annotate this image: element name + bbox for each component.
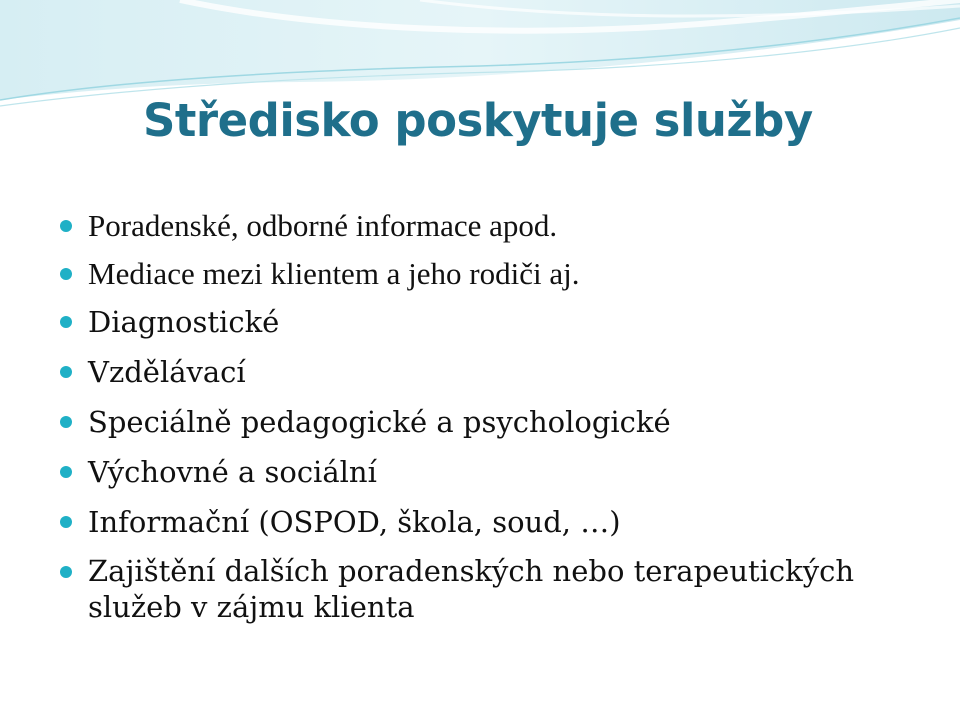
list-item-text: Vzdělávací [88, 355, 246, 389]
list-item-text: Mediace mezi klientem a jeho rodiči aj. [88, 256, 580, 291]
slide-title: Středisko poskytuje služby [143, 94, 813, 147]
bullet-list [60, 207, 930, 637]
list-item [60, 553, 930, 625]
list-item-text: Zajištění dalších poradenských nebo terapeutických služeb v zájmu klienta [88, 554, 855, 624]
list-item-text: Diagnostické [88, 305, 280, 339]
list-item [60, 403, 930, 441]
bullet-icon [60, 220, 72, 232]
bullet-icon [60, 416, 72, 428]
list-item-text: Informační (OSPOD, škola, soud, …) [88, 505, 621, 539]
list-item [60, 207, 930, 245]
bullet-icon [60, 466, 72, 478]
list-item [60, 503, 930, 541]
bullet-icon [60, 316, 72, 328]
list-item [60, 353, 930, 391]
list-item-text: Výchovné a sociální [88, 455, 377, 489]
list-item [60, 255, 930, 293]
list-item [60, 453, 930, 491]
bullet-icon [60, 516, 72, 528]
list-item [60, 303, 930, 341]
list-item-text: Poradenské, odborné informace apod. [88, 208, 558, 243]
bullet-icon [60, 268, 72, 280]
bullet-icon [60, 566, 72, 578]
list-item-text: Speciálně pedagogické a psychologické [88, 405, 671, 439]
bullet-icon [60, 366, 72, 378]
